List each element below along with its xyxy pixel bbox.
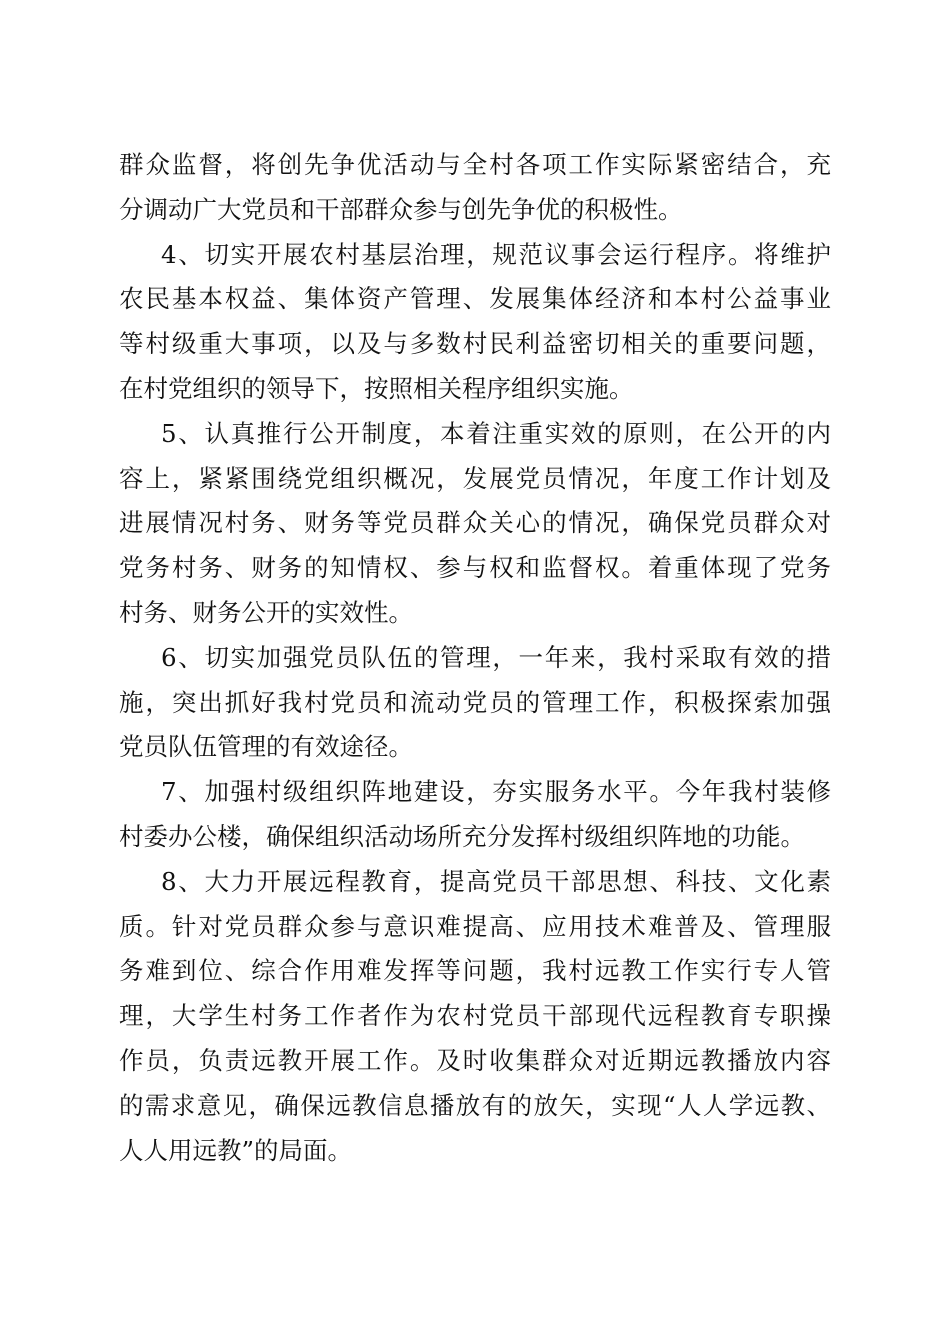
text-line: 村务、财务公开的实效性。 xyxy=(119,597,413,627)
text-line: 进展情况村务、财务等党员群众关心的情况，确保党员群众对 xyxy=(119,508,831,538)
text-line: 群众监督，将创先争优活动与全村各项工作实际紧密结合，充 xyxy=(119,150,831,179)
text-line: 分调动广大党员和干部群众参与创先争优的积极性。 xyxy=(119,194,683,224)
text-line: 党员队伍管理的有效途径。 xyxy=(119,732,413,762)
text-line: 容上，紧紧围绕党组织概况，发展党员情况，年度工作计划及 xyxy=(119,463,831,493)
text-line: 8、大力开展远程教育，提高党员干部思想、科技、文化素 xyxy=(161,866,831,896)
text-line: 作员，负责远教开展工作。及时收集群众对近期远教播放内容 xyxy=(119,1045,831,1075)
text-line: 7、加强村级组织阵地建设，夯实服务水平。今年我村装修 xyxy=(161,777,831,807)
body-text xyxy=(119,143,831,1173)
text-line: 在村党组织的领导下，按照相关程序组织实施。 xyxy=(119,373,634,403)
text-line: 6、切实加强党员队伍的管理，一年来，我村采取有效的措 xyxy=(161,642,831,672)
text-line: 5、认真推行公开制度，本着注重实效的原则，在公开的内 xyxy=(161,418,831,448)
text-line: 质。针对党员群众参与意识难提高、应用技术难普及、管理服 xyxy=(119,911,831,941)
text-line: 理，大学生村务工作者作为农村党员干部现代远程教育专职操 xyxy=(119,1001,831,1031)
text-line: 务难到位、综合作用难发挥等问题，我村远教工作实行专人管 xyxy=(119,956,831,986)
text-line: 村委办公楼，确保组织活动场所充分发挥村级组织阵地的功能。 xyxy=(119,821,805,851)
text-line: 农民基本权益、集体资产管理、发展集体经济和本村公益事业 xyxy=(119,284,831,314)
text-line: 4、切实开展农村基层治理，规范议事会运行程序。将维护 xyxy=(161,239,831,269)
text-line: 施，突出抓好我村党员和流动党员的管理工作，积极探索加强 xyxy=(119,687,831,717)
text-line: 人人用远教”的局面。 xyxy=(119,1135,353,1165)
text-line: 的需求意见，确保远教信息播放有的放矢，实现“人人学远教、 xyxy=(119,1090,831,1120)
text-line: 党务村务、财务的知情权、参与权和监督权。着重体现了党务 xyxy=(119,553,831,583)
text-line: 等村级重大事项，以及与多数村民利益密切相关的重要问题， xyxy=(119,329,831,359)
